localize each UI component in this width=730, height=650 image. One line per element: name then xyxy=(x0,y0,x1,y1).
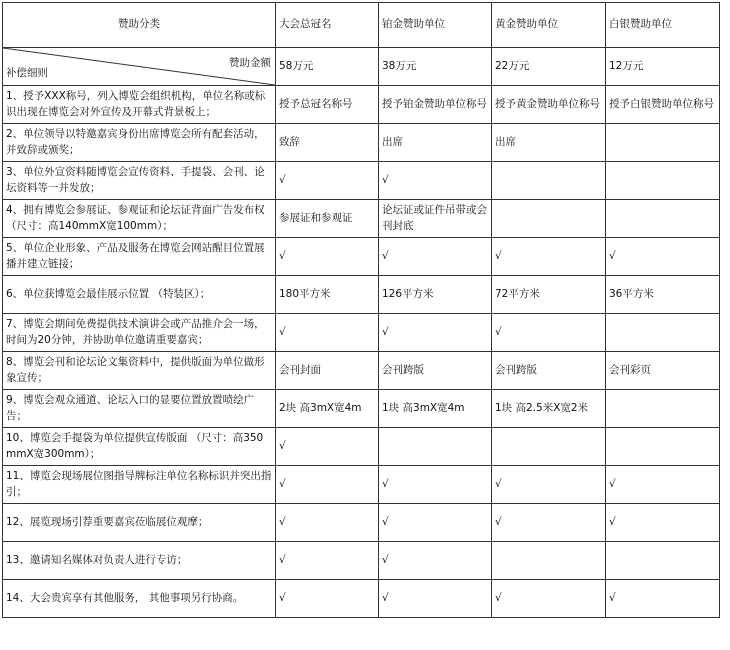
benefit-cell xyxy=(606,428,720,466)
amount-row xyxy=(3,48,720,86)
benefit-description: 4、拥有博览会参展证、参观证和论坛证背面广告发布权（尺寸：高140mmX宽100mm）； xyxy=(3,200,276,238)
benefit-cell: √ xyxy=(276,314,379,352)
benefit-cell: √ xyxy=(379,466,492,504)
benefit-description: 12、展览现场引荐重要嘉宾莅临展位观摩； xyxy=(3,504,276,542)
benefit-cell xyxy=(492,200,606,238)
benefit-cell: 72平方米 xyxy=(492,276,606,314)
benefit-row xyxy=(3,580,720,618)
benefit-cell: √ xyxy=(276,238,379,276)
benefit-cell: √ xyxy=(379,238,492,276)
benefit-description: 14、大会贵宾享有其他服务， 其他事项另行协商。 xyxy=(3,580,276,618)
benefit-cell xyxy=(606,314,720,352)
benefit-cell: 180平方米 xyxy=(276,276,379,314)
sponsorship-table-container xyxy=(2,2,720,618)
benefit-description: 1、授予XXX称号，列入博览会组织机构，单位名称或标识出现在博览会对外宣传及开幕式背景板上； xyxy=(3,86,276,124)
benefit-description: 13、邀请知名媒体对负责人进行专访； xyxy=(3,542,276,580)
benefit-cell: 会刊彩页 xyxy=(606,352,720,390)
benefit-cell: √ xyxy=(276,466,379,504)
benefit-cell: √ xyxy=(276,428,379,466)
benefit-row xyxy=(3,390,720,428)
benefit-cell: √ xyxy=(492,314,606,352)
benefit-row xyxy=(3,504,720,542)
benefit-cell: 论坛证或证件吊带或会刊封底 xyxy=(379,200,492,238)
benefit-description: 7、博览会期间免费提供技术演讲会或产品推介会一场，时间为20分钟，并协助单位邀请重要嘉宾； xyxy=(3,314,276,352)
benefit-cell xyxy=(606,124,720,162)
amount-value: 58万元 xyxy=(276,48,379,86)
benefit-description: 9、博览会观众通道、论坛入口的显要位置放置喷绘广告； xyxy=(3,390,276,428)
benefit-cell: √ xyxy=(492,238,606,276)
benefit-description: 10、博览会手提袋为单位提供宣传版面 （尺寸：高350mmX宽300mm）； xyxy=(3,428,276,466)
amount-value: 12万元 xyxy=(606,48,720,86)
benefit-cell: √ xyxy=(606,580,720,618)
benefit-cell: 会刊封面 xyxy=(276,352,379,390)
amount-label: 赞助金额 xyxy=(229,57,271,69)
benefit-cell: √ xyxy=(379,162,492,200)
benefit-cell: √ xyxy=(379,542,492,580)
benefit-row xyxy=(3,314,720,352)
benefit-cell: 参展证和参观证 xyxy=(276,200,379,238)
benefit-cell xyxy=(379,428,492,466)
benefit-cell xyxy=(606,162,720,200)
benefit-cell: 1块 高3mX宽4m xyxy=(379,390,492,428)
level-header-title-sponsor: 大会总冠名 xyxy=(276,3,379,48)
benefit-cell: √ xyxy=(276,504,379,542)
details-label: 补偿细则 xyxy=(6,66,48,79)
benefit-cell: 授予黄金赞助单位称号 xyxy=(492,86,606,124)
benefit-cell: √ xyxy=(276,542,379,580)
benefit-description: 5、单位企业形象、产品及服务在博览会网站醒目位置展播并建立链接； xyxy=(3,238,276,276)
level-header-platinum: 铂金赞助单位 xyxy=(379,3,492,48)
benefit-cell: 36平方米 xyxy=(606,276,720,314)
benefit-cell: √ xyxy=(276,580,379,618)
benefit-cell xyxy=(492,428,606,466)
benefit-row xyxy=(3,428,720,466)
benefit-cell: √ xyxy=(276,162,379,200)
level-header-silver: 白银赞助单位 xyxy=(606,3,720,48)
benefit-cell: √ xyxy=(606,238,720,276)
diagonal-header-cell xyxy=(3,48,276,86)
sponsorship-table xyxy=(2,2,720,618)
benefit-cell: 授予白银赞助单位称号 xyxy=(606,86,720,124)
benefit-row xyxy=(3,124,720,162)
benefit-cell xyxy=(492,542,606,580)
benefit-cell: √ xyxy=(492,466,606,504)
benefit-row xyxy=(3,276,720,314)
benefit-cell: 2块 高3mX宽4m xyxy=(276,390,379,428)
benefit-cell: √ xyxy=(379,580,492,618)
benefit-cell: √ xyxy=(606,504,720,542)
category-header: 赞助分类 xyxy=(3,3,276,48)
benefit-description: 8、博览会刊和论坛论文集资料中，提供版面为单位做形象宣传； xyxy=(3,352,276,390)
benefit-cell: 授予总冠名称号 xyxy=(276,86,379,124)
benefit-row xyxy=(3,466,720,504)
benefit-cell: √ xyxy=(492,580,606,618)
benefit-cell xyxy=(492,162,606,200)
benefit-row xyxy=(3,238,720,276)
benefit-cell: 会刊跨版 xyxy=(379,352,492,390)
benefit-cell: 致辞 xyxy=(276,124,379,162)
benefit-row xyxy=(3,352,720,390)
benefit-cell: 授予铂金赞助单位称号 xyxy=(379,86,492,124)
benefit-description: 6、单位获博览会最佳展示位置 （特装区）； xyxy=(3,276,276,314)
benefit-cell: √ xyxy=(379,504,492,542)
header-row xyxy=(3,3,720,48)
benefit-cell xyxy=(606,542,720,580)
benefit-row xyxy=(3,200,720,238)
amount-value: 38万元 xyxy=(379,48,492,86)
benefit-cell: 1块 高2.5米X宽2米 xyxy=(492,390,606,428)
benefit-description: 3、单位外宣资料随博览会宣传资料、手提袋、会刊、论坛资料等一并发放； xyxy=(3,162,276,200)
benefit-cell: √ xyxy=(606,466,720,504)
benefit-cell xyxy=(606,390,720,428)
benefit-cell xyxy=(606,200,720,238)
level-header-gold: 黄金赞助单位 xyxy=(492,3,606,48)
benefit-row xyxy=(3,86,720,124)
benefit-cell: 出席 xyxy=(379,124,492,162)
benefit-description: 2、单位领导以特邀嘉宾身份出席博览会所有配套活动，并致辞或颁奖； xyxy=(3,124,276,162)
benefit-cell: 出席 xyxy=(492,124,606,162)
benefit-description: 11、博览会现场展位图指导牌标注单位名称标识并突出指引； xyxy=(3,466,276,504)
benefit-cell: √ xyxy=(379,314,492,352)
benefit-cell: 126平方米 xyxy=(379,276,492,314)
benefit-cell: √ xyxy=(492,504,606,542)
benefit-row xyxy=(3,542,720,580)
benefit-row xyxy=(3,162,720,200)
amount-value: 22万元 xyxy=(492,48,606,86)
benefit-cell: 会刊跨版 xyxy=(492,352,606,390)
